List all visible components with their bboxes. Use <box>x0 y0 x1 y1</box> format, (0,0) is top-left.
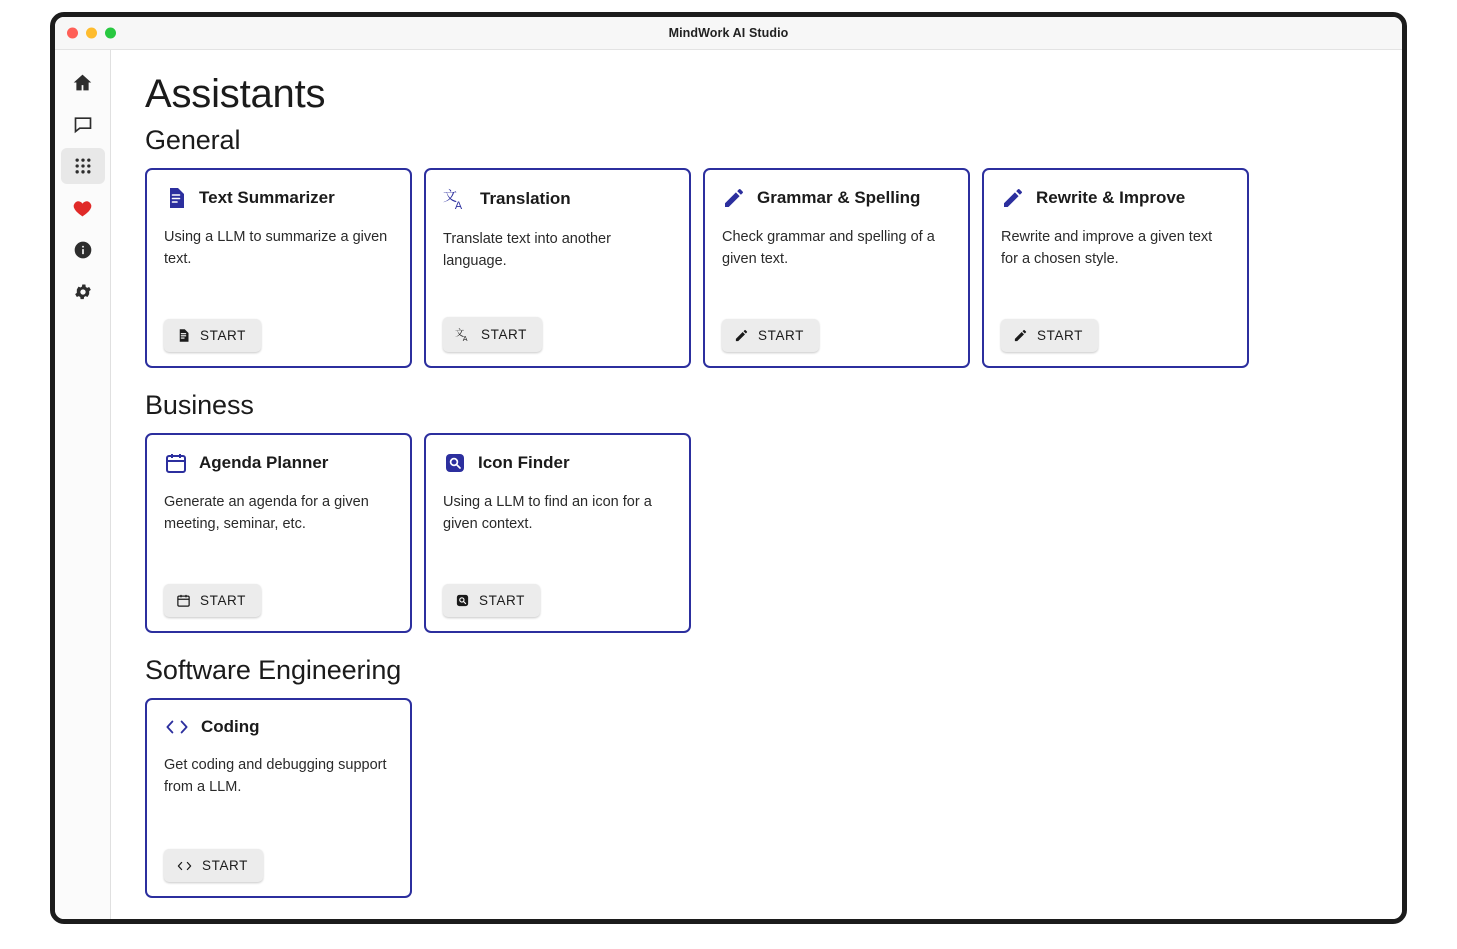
start-button-label: START <box>758 328 805 343</box>
start-button-label: START <box>200 593 247 608</box>
svg-text:A: A <box>462 334 468 343</box>
pencil-icon <box>734 328 749 343</box>
pencil-icon <box>722 186 746 210</box>
sidebar-item-about[interactable] <box>61 232 105 268</box>
card-list <box>145 433 1374 633</box>
assistant-card-agenda-planner[interactable] <box>145 433 412 633</box>
sidebar <box>55 50 111 919</box>
start-button[interactable] <box>443 317 542 352</box>
card-title: Icon Finder <box>478 453 570 472</box>
window-body <box>55 50 1402 919</box>
calendar-icon <box>176 593 191 608</box>
card-header <box>722 186 951 210</box>
assistant-group-software-engineering <box>145 655 1374 898</box>
assistant-card-text-summarizer[interactable] <box>145 168 412 368</box>
sidebar-item-assistants[interactable] <box>61 148 105 184</box>
document-text-icon <box>164 186 188 210</box>
start-button[interactable] <box>164 849 263 882</box>
translate-icon <box>443 186 469 212</box>
zoom-window-button[interactable] <box>105 28 116 39</box>
assistant-card-icon-finder[interactable] <box>424 433 691 633</box>
card-title: Translation <box>480 189 571 208</box>
app-window <box>50 12 1407 924</box>
card-title: Rewrite & Improve <box>1036 188 1186 207</box>
card-description: Get coding and debugging support from a LLM. <box>164 757 387 796</box>
heart-icon <box>72 198 93 219</box>
card-description: Using a LLM to summarize a given text. <box>164 229 388 268</box>
start-button-label: START <box>1037 328 1084 343</box>
card-title: Text Summarizer <box>199 188 335 207</box>
start-button[interactable] <box>1001 319 1098 352</box>
assistant-group-business <box>145 390 1374 633</box>
code-brackets-icon <box>176 859 193 873</box>
assistant-group-general <box>145 125 1374 368</box>
start-button-label: START <box>479 593 526 608</box>
page-title: Assistants <box>145 72 326 116</box>
start-button[interactable] <box>164 319 261 352</box>
card-description: Rewrite and improve a given text for a chosen style. <box>1001 229 1213 268</box>
image-search-icon <box>443 451 467 475</box>
grid-apps-icon <box>73 156 93 176</box>
card-header <box>164 186 393 210</box>
pencil-icon <box>1001 186 1025 210</box>
assistant-card-grammar-spelling[interactable] <box>703 168 970 368</box>
card-header <box>443 451 672 475</box>
home-icon <box>72 72 93 93</box>
close-window-button[interactable] <box>67 28 78 39</box>
code-brackets-icon <box>164 716 190 738</box>
window-controls[interactable] <box>67 28 116 39</box>
assistant-card-rewrite-improve[interactable] <box>982 168 1249 368</box>
calendar-icon <box>164 451 188 475</box>
card-description: Using a LLM to find an icon for a given context. <box>443 494 652 533</box>
card-list <box>145 168 1374 368</box>
gear-icon <box>73 282 93 302</box>
title-bar <box>55 17 1402 50</box>
card-title: Coding <box>201 717 260 736</box>
sidebar-item-chat[interactable] <box>61 106 105 142</box>
card-header <box>443 186 672 212</box>
window-title: MindWork AI Studio <box>668 26 789 40</box>
card-header <box>164 716 393 738</box>
group-title: General <box>145 125 241 155</box>
minimize-window-button[interactable] <box>86 28 97 39</box>
start-button-label: START <box>200 328 247 343</box>
card-description: Translate text into another language. <box>443 231 611 270</box>
image-search-icon <box>455 593 470 608</box>
info-icon <box>73 240 93 260</box>
sidebar-item-settings[interactable] <box>61 274 105 310</box>
svg-text:文: 文 <box>443 188 458 205</box>
document-text-icon <box>176 328 191 343</box>
start-button-label: START <box>202 858 249 873</box>
card-header <box>1001 186 1230 210</box>
svg-text:文: 文 <box>455 327 465 338</box>
translate-icon <box>455 326 472 343</box>
card-list <box>145 698 1374 898</box>
assistants-content <box>111 50 1402 919</box>
start-button[interactable] <box>443 584 540 617</box>
chat-icon <box>73 114 93 134</box>
group-title: Business <box>145 390 254 420</box>
start-button-label: START <box>481 327 528 342</box>
start-button[interactable] <box>722 319 819 352</box>
group-title: Software Engineering <box>145 655 402 685</box>
sidebar-item-favorites[interactable] <box>61 190 105 226</box>
start-button[interactable] <box>164 584 261 617</box>
svg-text:A: A <box>454 199 463 212</box>
card-title: Agenda Planner <box>199 453 329 472</box>
card-description: Generate an agenda for a given meeting, seminar, etc. <box>164 494 369 533</box>
card-description: Check grammar and spelling of a given text. <box>722 229 935 268</box>
assistant-card-coding[interactable] <box>145 698 412 898</box>
card-header <box>164 451 393 475</box>
sidebar-item-home[interactable] <box>61 64 105 100</box>
pencil-icon <box>1013 328 1028 343</box>
card-title: Grammar & Spelling <box>757 188 921 207</box>
assistant-card-translation[interactable] <box>424 168 691 368</box>
